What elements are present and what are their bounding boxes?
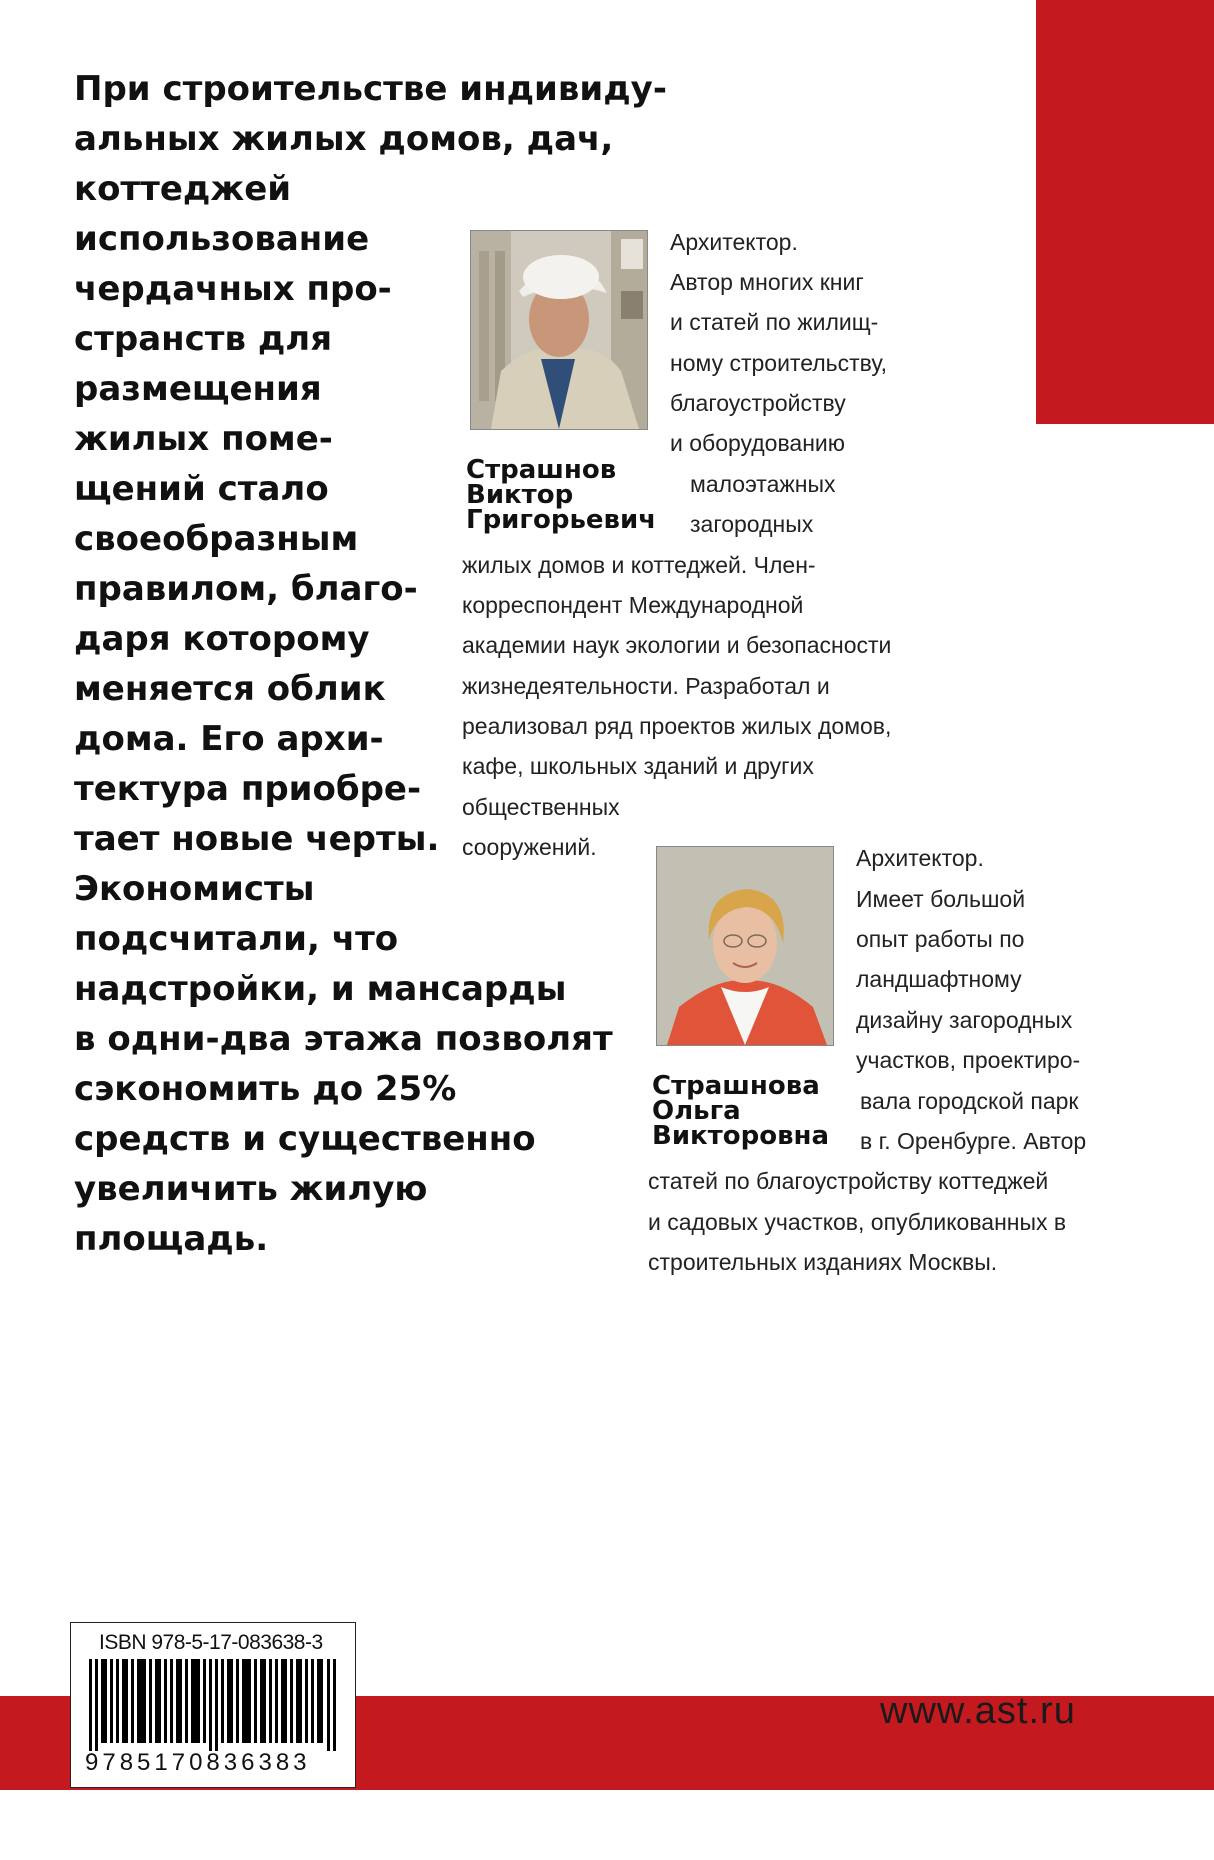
blurb-line: Экономисты (74, 869, 315, 909)
bio-line: дизайну загородных (856, 1007, 1073, 1033)
bio-line: строительных изданиях Москвы. (648, 1249, 998, 1275)
blurb-line: надстройки, и мансарды (74, 969, 567, 1009)
blurb-line: дома. Его архи- (74, 719, 384, 759)
blurb-line: размещения (74, 369, 322, 409)
bio-line: статей по благоустройству коттеджей (648, 1168, 1049, 1194)
blurb-line: тектура приобре- (74, 769, 422, 809)
author1-name (466, 455, 657, 535)
blurb-line: увеличить жилую (74, 1169, 428, 1209)
bio-line: Архитектор. (856, 845, 984, 871)
bio-line: Имеет большой (856, 886, 1026, 912)
isbn-number: ISBN 978-5-17-083638-3 (99, 1631, 323, 1654)
barcode-block (70, 1622, 356, 1788)
author1-first-name: Виктор (466, 480, 574, 510)
author2-first-name: Ольга (652, 1096, 741, 1126)
author2-patronymic: Викторовна (652, 1121, 830, 1151)
blurb-line: сэкономить до 25% (74, 1069, 457, 1109)
bio-line: участков, проектиро- (856, 1047, 1081, 1073)
blurb-line: щений стало (74, 469, 329, 509)
bio-line: Автор многих книг (670, 269, 864, 295)
blurb-line: в одни-два этажа позволят (74, 1019, 613, 1059)
bio-line: кафе, школьных зданий и других (462, 753, 814, 779)
bio-line: академии наук экологии и безопасности (462, 632, 892, 658)
author2-name (652, 1071, 830, 1151)
bio-line: реализовал ряд проектов жилых домов, (462, 713, 892, 739)
bio-line: малоэтажных (690, 471, 836, 497)
blurb-line: площадь. (74, 1219, 269, 1259)
blurb-line: подсчитали, что (74, 919, 399, 959)
author2-photo (656, 846, 834, 1046)
bio-line: сооружений. (462, 834, 597, 860)
bio-line: опыт работы по (856, 926, 1025, 952)
bio-line: и садовых участков, опубликованных в (648, 1209, 1067, 1235)
author1-portrait-image (471, 231, 647, 429)
bio-line: и оборудованию (670, 430, 846, 456)
blurb-line: использование (74, 219, 370, 259)
blurb-line: коттеджей (74, 169, 292, 209)
blurb-line: странств для (74, 319, 333, 359)
blurb-line: чердачных про- (74, 269, 392, 309)
author1-surname: Страшнов (466, 455, 617, 485)
ean-digits: 9785170836383 (85, 1749, 311, 1776)
blurb-line: альных жилых домов, дач, (74, 119, 614, 159)
bio-line: и статей по жилищ- (670, 309, 879, 335)
bio-line: загородных (690, 511, 814, 537)
blurb-line: меняется облик (74, 669, 386, 709)
bio-line: в г. Оренбурге. Автор (860, 1128, 1087, 1154)
blurb-line: своеобразным (74, 519, 359, 559)
blurb-line: даря которому (74, 619, 370, 659)
blurb-line: тает новые черты. (74, 819, 440, 859)
bio-line: жилых домов и коттеджей. Член- (462, 552, 816, 578)
blurb-line: жилых поме- (74, 419, 333, 459)
blurb-line: При строительстве индивиду- (74, 69, 667, 109)
author1-patronymic: Григорьевич (466, 505, 657, 535)
red-corner-block (1036, 0, 1214, 424)
barcode-bars-icon (89, 1659, 337, 1751)
bio-line: ландшафтному (856, 966, 1022, 992)
bio-line: Архитектор. (670, 229, 798, 255)
bio-line: вала городской парк (860, 1088, 1079, 1114)
bio-line: общественных (462, 794, 620, 820)
publisher-website: www.ast.ru (880, 1690, 1076, 1732)
bio-line: благоустройству (670, 390, 846, 416)
author2-surname: Страшнова (652, 1071, 820, 1101)
author2-portrait-image (657, 847, 833, 1045)
bio-line: корреспондент Международной (462, 592, 804, 618)
blurb-line: правилом, благо- (74, 569, 418, 609)
bio-line: жизнедеятельности. Разработал и (462, 673, 830, 699)
blurb-line: средств и существенно (74, 1119, 536, 1159)
author1-photo (470, 230, 648, 430)
bio-line: ному строительству, (670, 350, 887, 376)
